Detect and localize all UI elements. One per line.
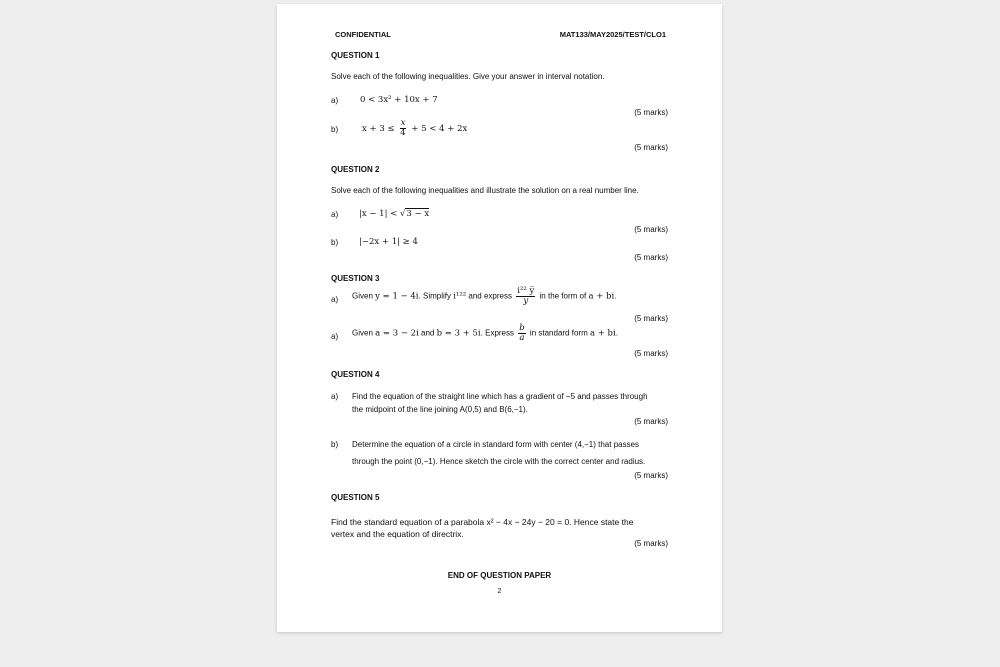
q3b-numerator: b bbox=[519, 323, 525, 333]
q3b-and: and bbox=[421, 328, 435, 338]
q3a-y-definition: y = 1 − 4i bbox=[375, 291, 419, 302]
q2a-label: a) bbox=[331, 210, 339, 219]
exam-page bbox=[277, 4, 722, 632]
q4b-marks: (5 marks) bbox=[634, 471, 668, 480]
q3b-fraction bbox=[518, 324, 525, 343]
q3b-express: . Express bbox=[480, 328, 514, 338]
q4a-line-1: Find the equation of the straight line which has a gradient of −5 and passes through bbox=[352, 392, 648, 401]
q1b-fraction bbox=[399, 119, 406, 138]
q3a-numerator: i²² y̅ bbox=[517, 286, 535, 296]
question-4-title: QUESTION 4 bbox=[331, 370, 380, 379]
q3a-power: i¹²² bbox=[453, 291, 467, 302]
q3a-label: a) bbox=[331, 295, 339, 304]
q4b-line-2: through the point (0,−1). Hence sketch the circle with the correct center and radius. bbox=[352, 457, 646, 466]
q1b-expression bbox=[362, 119, 467, 138]
paper-code: MAT133/MAY2025/TEST/CLO1 bbox=[559, 30, 666, 39]
q3b-label: a) bbox=[331, 332, 339, 341]
q1b-left: x + 3 ≤ bbox=[362, 124, 395, 134]
q4b-line-1: Determine the equation of a circle in standard form with center (4,−1) that passes bbox=[352, 440, 640, 449]
q3b-denominator: a bbox=[519, 333, 525, 343]
q2b-label: b) bbox=[331, 238, 339, 247]
q2a-left: |x − 1| < bbox=[359, 209, 400, 219]
q3a-express: and express bbox=[468, 291, 512, 301]
q1b-numerator: x bbox=[400, 118, 406, 128]
q1b-denominator: 4 bbox=[400, 128, 406, 138]
q3b-form: a + bi bbox=[589, 328, 616, 339]
q5-line-1: Find the standard equation of a parabola x² − 4x − 24y − 20 = 0. Hence state the bbox=[331, 517, 634, 527]
q2a-radicand: 3 − x bbox=[406, 209, 430, 219]
q1b-label: b) bbox=[331, 125, 339, 134]
q4a-line-2: the midpoint of the line joining A(0,5) and B(6,−1). bbox=[352, 405, 528, 414]
q5-marks: (5 marks) bbox=[634, 539, 668, 548]
confidential-label: CONFIDENTIAL bbox=[335, 30, 391, 39]
question-5-title: QUESTION 5 bbox=[331, 493, 380, 502]
q4a-label: a) bbox=[331, 392, 339, 401]
q3b-text bbox=[352, 324, 618, 343]
q3a-simplify: . Simplify bbox=[418, 291, 451, 301]
q3a-form: a + bi bbox=[588, 291, 615, 302]
q1b-right: + 5 < 4 + 2x bbox=[411, 124, 468, 134]
question-3-title: QUESTION 3 bbox=[331, 274, 380, 283]
q3b-marks: (5 marks) bbox=[634, 349, 668, 358]
q1b-marks: (5 marks) bbox=[634, 143, 668, 152]
question-2-title: QUESTION 2 bbox=[331, 165, 380, 174]
question-2-instruction: Solve each of the following inequalities and illustrate the solution on a real number line. bbox=[331, 186, 639, 195]
q3a-given: Given bbox=[352, 291, 373, 301]
q3a-period: . bbox=[614, 291, 617, 301]
q3a-text bbox=[352, 287, 616, 306]
q3a-denominator: y bbox=[523, 296, 529, 306]
page-number: 2 bbox=[497, 588, 502, 595]
q3a-fraction bbox=[516, 287, 535, 306]
q5-line-2: vertex and the equation of directrix. bbox=[331, 529, 464, 539]
q4b-label: b) bbox=[331, 440, 339, 449]
q3b-a-definition: a = 3 − 2i bbox=[375, 328, 419, 339]
q1a-marks: (5 marks) bbox=[634, 108, 668, 117]
q3a-form-text: in the form of bbox=[539, 291, 587, 301]
q1a-expression: 0 < 3x² + 10x + 7 bbox=[360, 95, 438, 105]
q2b-marks: (5 marks) bbox=[634, 253, 668, 262]
q3b-given: Given bbox=[352, 328, 373, 338]
q3b-b-definition: b = 3 + 5i bbox=[436, 328, 481, 339]
question-1-instruction: Solve each of the following inequalities. Give your answer in interval notation. bbox=[331, 72, 605, 81]
q3a-marks: (5 marks) bbox=[634, 314, 668, 323]
q2a-marks: (5 marks) bbox=[634, 225, 668, 234]
question-1-title: QUESTION 1 bbox=[331, 51, 380, 60]
q2b-expression: |−2x + 1| ≥ 4 bbox=[359, 237, 418, 247]
sqrt-symbol: √ bbox=[399, 209, 406, 219]
q1a-label: a) bbox=[331, 96, 339, 105]
end-of-paper: END OF QUESTION PAPER bbox=[447, 571, 552, 580]
q3b-form-text: in standard form bbox=[529, 328, 588, 338]
q4a-marks: (5 marks) bbox=[634, 417, 668, 426]
q2a-expression bbox=[359, 209, 429, 219]
q3b-period: . bbox=[615, 328, 618, 338]
